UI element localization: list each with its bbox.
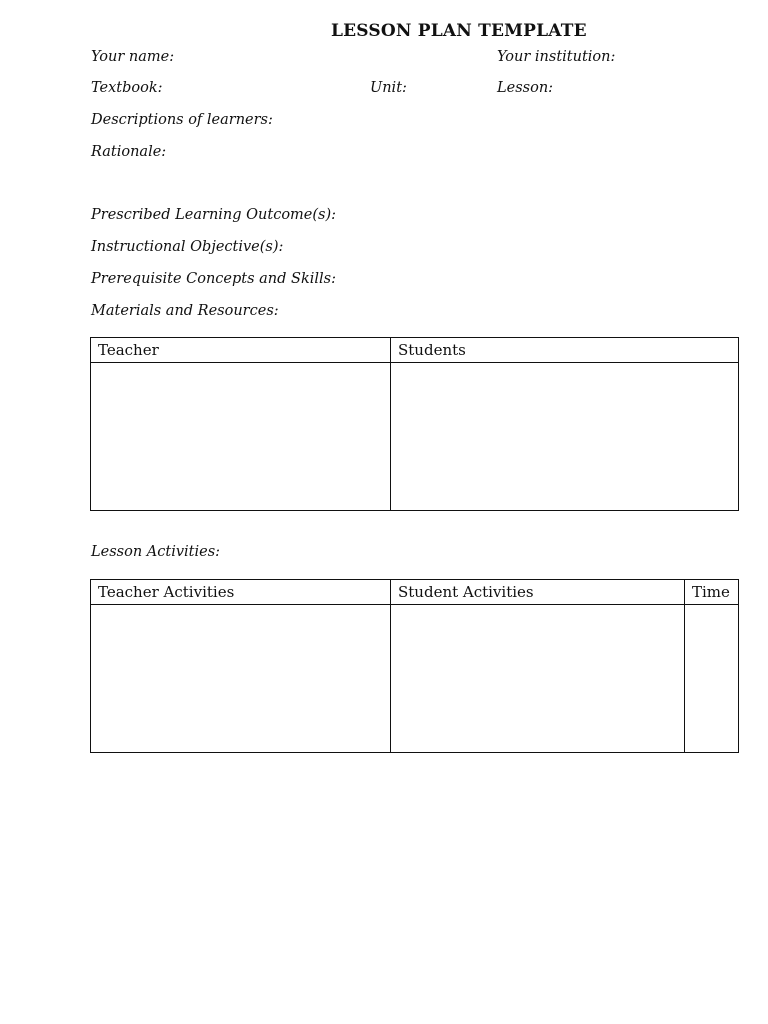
time-cell[interactable] [685, 605, 739, 753]
your-name-label: Your name: [91, 49, 175, 65]
table-header-row [91, 338, 739, 363]
rationale-label: Rationale: [91, 144, 167, 160]
lesson-label: Lesson: [497, 80, 554, 96]
activities-table [90, 579, 739, 753]
table-row [91, 605, 739, 753]
teacher-column-header: Teacher [91, 338, 391, 363]
your-institution-label: Your institution: [497, 49, 616, 65]
unit-label: Unit: [370, 80, 407, 96]
time-column-header: Time [685, 580, 739, 605]
lesson-activities-label: Lesson Activities: [91, 544, 221, 560]
textbook-label: Textbook: [91, 80, 163, 96]
materials-table [90, 337, 739, 511]
teacher-activities-column-header: Teacher Activities [91, 580, 391, 605]
prerequisite-concepts-label: Prerequisite Concepts and Skills: [91, 271, 336, 287]
prescribed-learning-outcomes-label: Prescribed Learning Outcome(s): [91, 207, 337, 223]
students-column-header: Students [391, 338, 739, 363]
materials-and-resources-label: Materials and Resources: [91, 303, 279, 319]
document-title: LESSON PLAN TEMPLATE [331, 21, 587, 41]
students-cell[interactable] [391, 363, 739, 511]
teacher-activities-cell[interactable] [91, 605, 391, 753]
student-activities-column-header: Student Activities [391, 580, 685, 605]
teacher-cell[interactable] [91, 363, 391, 511]
table-header-row [91, 580, 739, 605]
instructional-objectives-label: Instructional Objective(s): [91, 239, 284, 255]
descriptions-of-learners-label: Descriptions of learners: [91, 112, 273, 128]
table-row [91, 363, 739, 511]
student-activities-cell[interactable] [391, 605, 685, 753]
